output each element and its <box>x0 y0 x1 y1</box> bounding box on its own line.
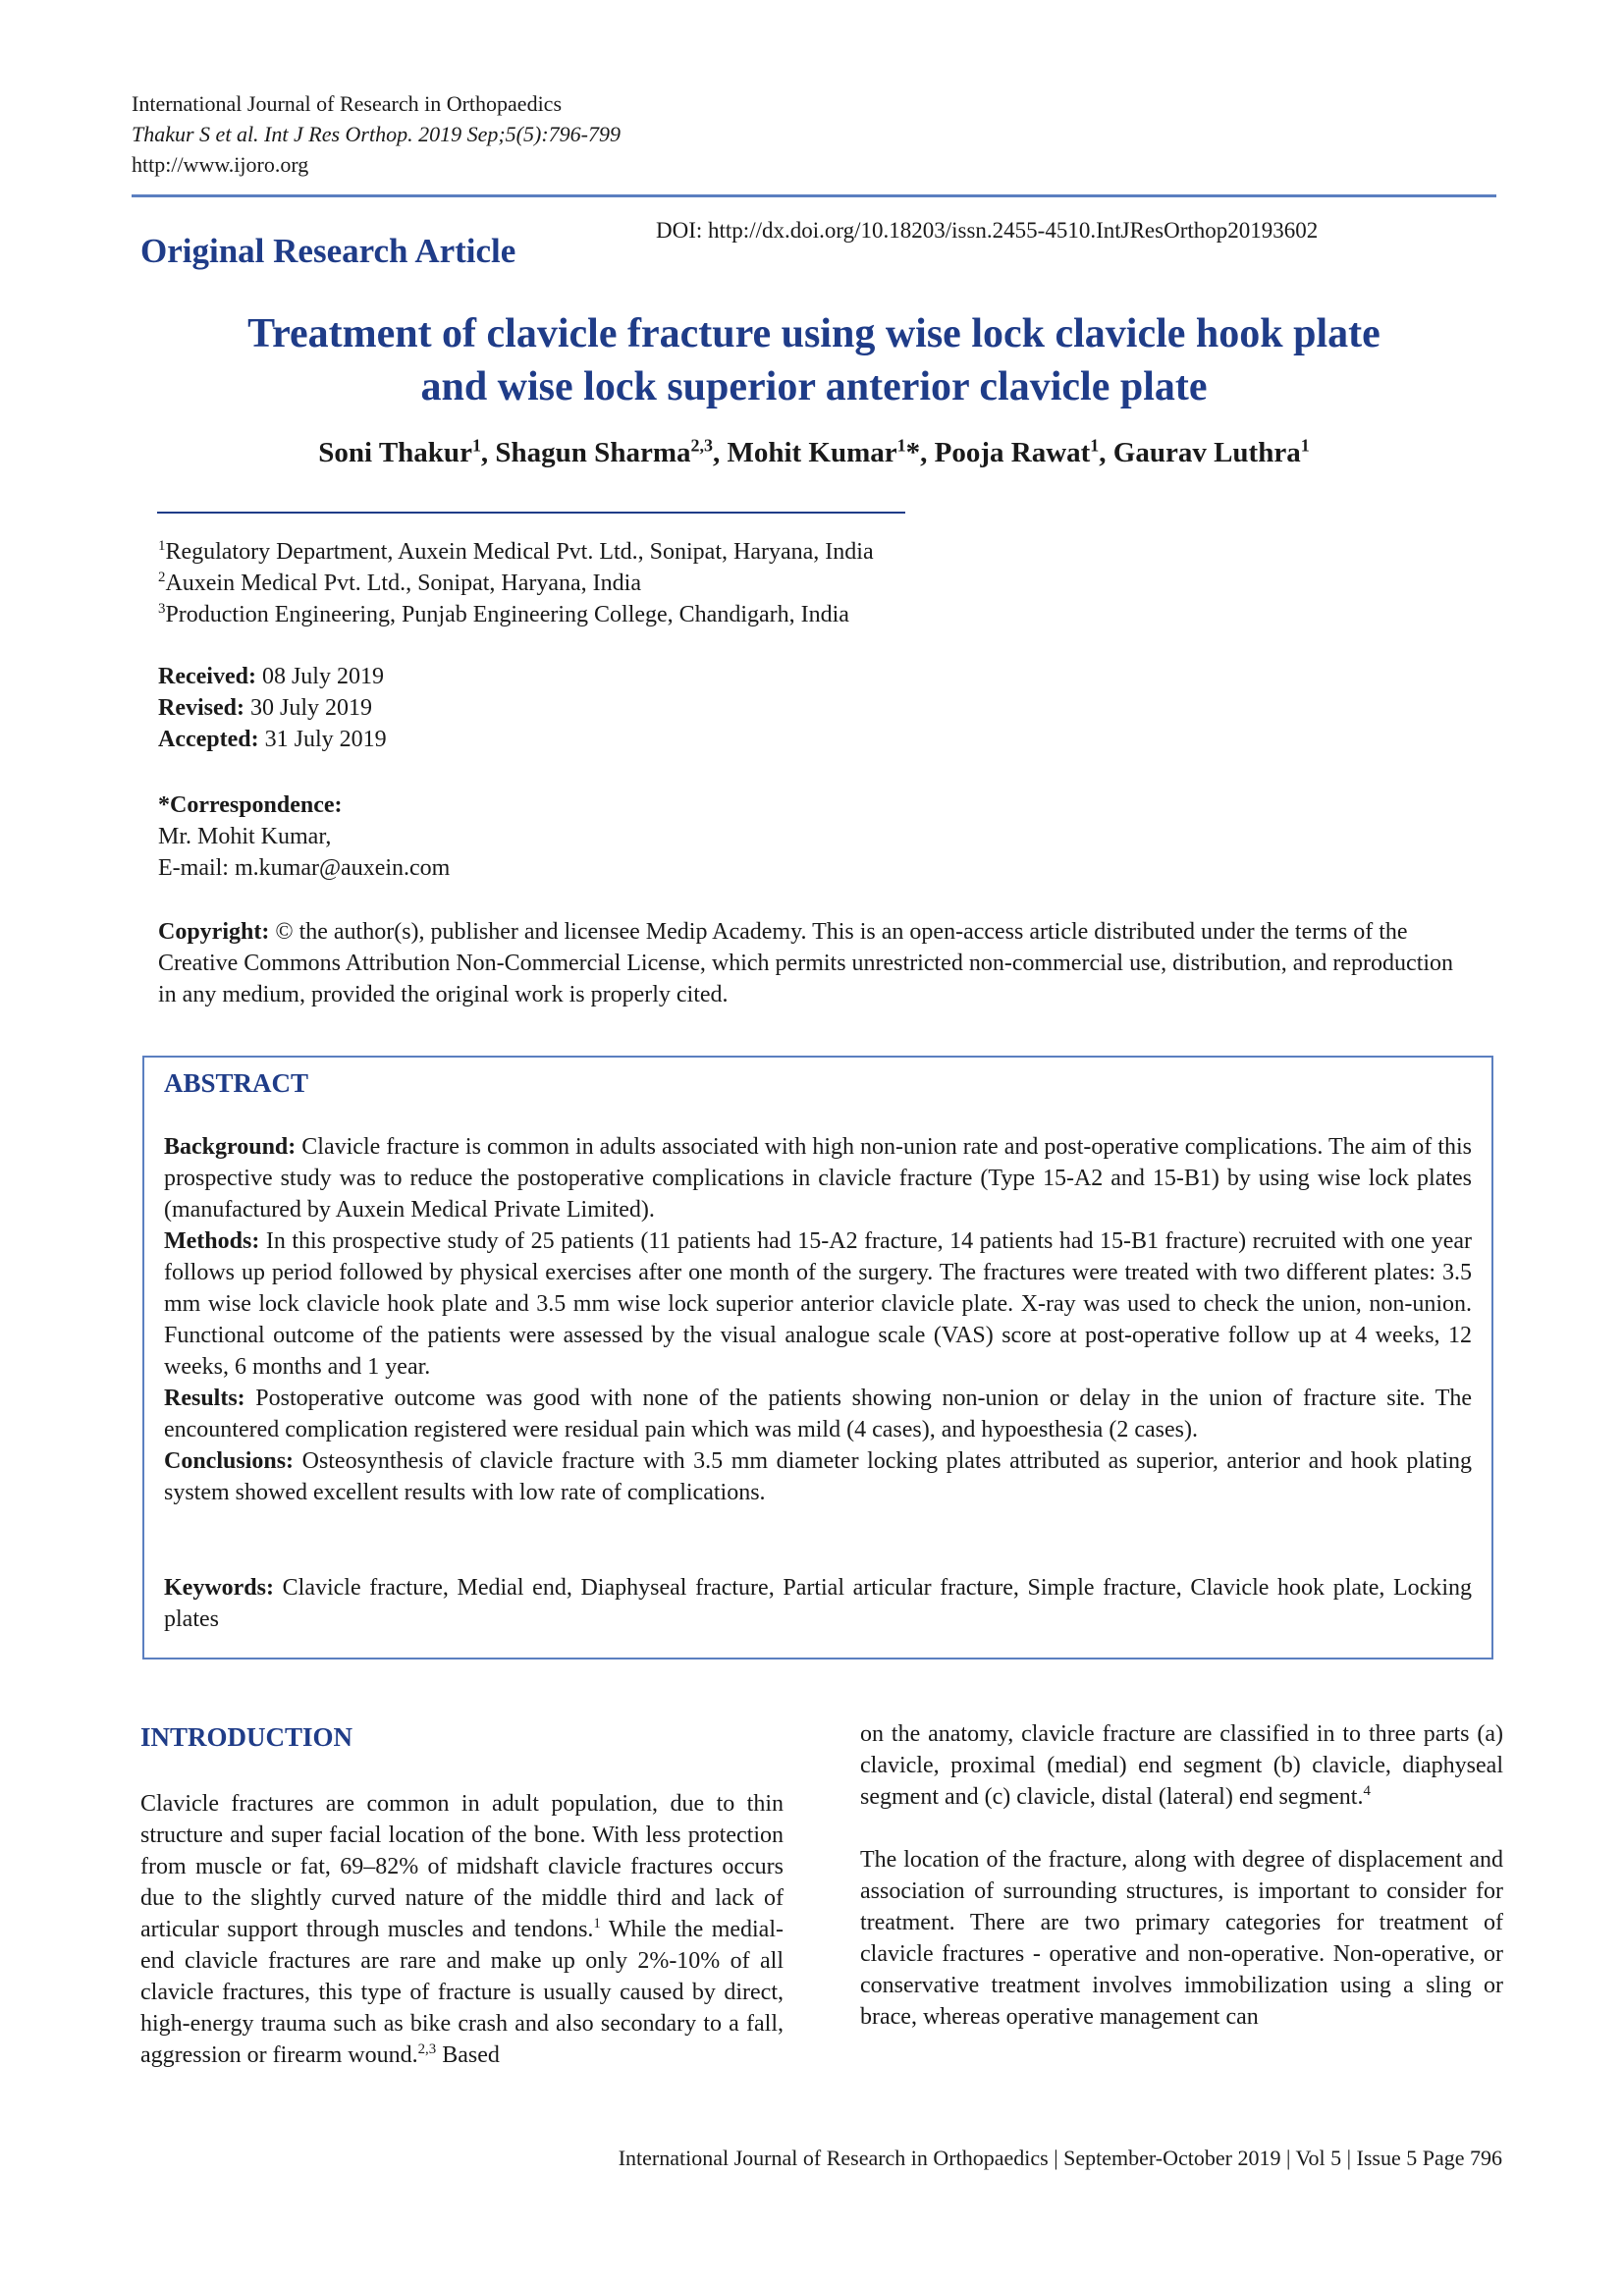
keywords <box>164 1572 1472 1635</box>
copyright-text: © the author(s), publisher and licensee Medip Academy. This is an open-access article distributed under the terms of the Creative Commons Attribution Non-Commercial License, which permits unrestricted non-commercial use, distribution, and reproduction in any medium, provided the original work is properly cited. <box>158 919 1454 1007</box>
affiliation <box>158 568 874 599</box>
paragraph-text: Based <box>436 2042 500 2068</box>
abstract-background <box>164 1131 1472 1225</box>
journal-url[interactable]: http://www.ijoro.org <box>132 152 309 177</box>
received-value: 08 July 2019 <box>261 664 384 689</box>
correspondence-label: *Correspondence: <box>158 792 343 818</box>
journal-header <box>132 88 621 180</box>
author-affil-ref: 1 <box>1300 435 1310 456</box>
author-separator: , <box>712 437 728 468</box>
abstract-methods <box>164 1225 1472 1383</box>
affiliation <box>158 599 874 630</box>
copyright-notice <box>158 916 1474 1010</box>
affiliations <box>158 536 874 630</box>
correspondence-email[interactable]: E-mail: m.kumar@auxein.com <box>158 855 451 881</box>
background-text: Clavicle fracture is common in adults associated with high non-union rate and post-operative complications. The aim of this prospective study was to reduce the postoperative complications in clavicle fracture (Type 15-A2 and 15-B1) by using wise lock plates (manufactured by Auxein Medical Private Limited). <box>164 1134 1472 1223</box>
keywords-label: Keywords: <box>164 1575 274 1601</box>
affiliation-text: Regulatory Department, Auxein Medical Pvt. Ltd., Sonipat, Haryana, India <box>165 539 874 565</box>
keywords-text: Clavicle fracture, Medial end, Diaphyseal fracture, Partial articular fracture, Simple fracture, Clavicle hook plate, Locking plates <box>164 1575 1472 1632</box>
received-date <box>158 661 387 692</box>
intro-paragraph <box>140 1788 784 2071</box>
reference-citation[interactable]: 2,3 <box>417 2041 437 2057</box>
author: Soni Thakur <box>318 437 472 468</box>
article-dates <box>158 661 387 755</box>
left-column <box>140 1788 784 2071</box>
methods-text: In this prospective study of 25 patients (11 patients had 15-A2 fracture, 14 patients had 15-B1 fracture) recruited with one year follows up period followed by physical exercises after one month of the surgery. The fractures were treated with two different plates: 3.5 mm wise lock clavicle hook plate and 3.5 mm wise lock superior anterior clavicle plate. X-ray was used to check the union, non-union. Functional outcome of the patients were assessed by the visual analogue scale (VAS) score at post-operative follow up at 4 weeks, 12 weeks, 6 months and 1 year. <box>164 1228 1473 1380</box>
affiliation-number: 1 <box>158 538 166 554</box>
reference-citation[interactable]: 1 <box>593 1916 601 1931</box>
background-label: Background: <box>164 1134 297 1160</box>
abstract-body <box>164 1131 1472 1508</box>
article-title <box>132 307 1496 413</box>
author-affil-ref: 1 <box>471 435 481 456</box>
intro-paragraph <box>860 1718 1503 1813</box>
article-type: Original Research Article <box>140 232 516 270</box>
affiliation-text: Auxein Medical Pvt. Ltd., Sonipat, Haryana, India <box>165 571 641 596</box>
accepted-label: Accepted: <box>158 727 259 752</box>
revised-date <box>158 692 387 724</box>
header-divider <box>132 194 1496 197</box>
author: Pooja Rawat <box>934 437 1091 468</box>
abstract-heading: ABSTRACT <box>164 1068 309 1098</box>
conclusions-text: Osteosynthesis of clavicle fracture with 3.5 mm diameter locking plates attributed as superior, anterior and hook plating system showed excellent results with low rate of complications. <box>164 1448 1472 1505</box>
author-separator: , <box>1099 437 1113 468</box>
author-affil-ref: 1 <box>896 435 906 456</box>
received-label: Received: <box>158 664 256 689</box>
affiliation-number: 2 <box>158 570 166 585</box>
accepted-date <box>158 724 387 755</box>
results-text: Postoperative outcome was good with none of the patients showing non-union or delay in the union of fracture site. The encountered complication registered were residual pain which was mild (4 cases), and hypoesthesia (2 cases). <box>164 1386 1473 1442</box>
author-separator: *, <box>905 437 935 468</box>
paragraph-text: on the anatomy, clavicle fracture are classified in to three parts (a) clavicle, proximal (medial) end segment (b) clavicle, diaphyseal segment and (c) clavicle, distal (lateral) end segment. <box>860 1721 1503 1810</box>
paragraph-text: Clavicle fractures are common in adult population, due to thin structure and super facial location of the bone. With less protection from muscle or fat, 69–82% of midshaft clavicle fractures occurs due to the slightly curved nature of the middle third and lack of articular support through muscles and tendons. <box>140 1791 784 1942</box>
affiliation <box>158 536 874 568</box>
author-affil-ref: 2,3 <box>690 435 713 456</box>
author: Gaurav Luthra <box>1112 437 1301 468</box>
right-column <box>860 1718 1503 2033</box>
page-footer: International Journal of Research in Orthopaedics | September-October 2019 | Vol 5 | Issue 5 Page 796 <box>618 2146 1502 2170</box>
abstract-results <box>164 1383 1472 1445</box>
doi-link[interactable]: DOI: http://dx.doi.org/10.18203/issn.2455-4510.IntJResOrthop20193602 <box>656 218 1319 243</box>
journal-name: International Journal of Research in Orthopaedics <box>132 91 563 116</box>
affiliation-number: 3 <box>158 601 166 617</box>
accepted-value: 31 July 2019 <box>264 727 387 752</box>
correspondence <box>158 789 450 884</box>
results-label: Results: <box>164 1386 245 1411</box>
author: Mohit Kumar <box>727 437 897 468</box>
author-separator: , <box>480 437 496 468</box>
affiliation-text: Production Engineering, Punjab Engineering College, Chandigarh, India <box>165 602 849 627</box>
intro-paragraph: The location of the fracture, along with degree of displacement and association of surrounding structures, is important to consider for treatment. There are two primary categories for treatment of clavicle fractures - operative and non-operative. Non-operative, or conservative treatment involves immobilization using a sling or brace, whereas operative management can <box>860 1847 1503 2030</box>
citation: Thakur S et al. Int J Res Orthop. 2019 Sep;5(5):796-799 <box>132 122 621 146</box>
reference-citation[interactable]: 4 <box>1363 1783 1371 1799</box>
abstract-conclusions <box>164 1445 1472 1508</box>
author-list <box>132 437 1496 469</box>
title-line-1: Treatment of clavicle fracture using wise lock clavicle hook plate <box>247 311 1380 356</box>
author-divider <box>157 512 905 514</box>
revised-label: Revised: <box>158 695 244 721</box>
author-affil-ref: 1 <box>1090 435 1100 456</box>
revised-value: 30 July 2019 <box>249 695 372 721</box>
title-line-2: and wise lock superior anterior clavicle plate <box>420 364 1208 409</box>
author: Shagun Sharma <box>495 437 691 468</box>
introduction-heading: INTRODUCTION <box>140 1722 353 1752</box>
methods-label: Methods: <box>164 1228 260 1254</box>
conclusions-label: Conclusions: <box>164 1448 295 1474</box>
paragraph-text: While the medial-end clavicle fractures are rare and make up only 2%-10% of all clavicle fractures, this type of fracture is usually caused by direct, high-energy trauma such as bike crash and also secondary to a fall, aggression or firearm wound. <box>140 1917 784 2068</box>
copyright-label: Copyright: <box>158 919 270 945</box>
correspondence-name: Mr. Mohit Kumar, <box>158 824 332 849</box>
